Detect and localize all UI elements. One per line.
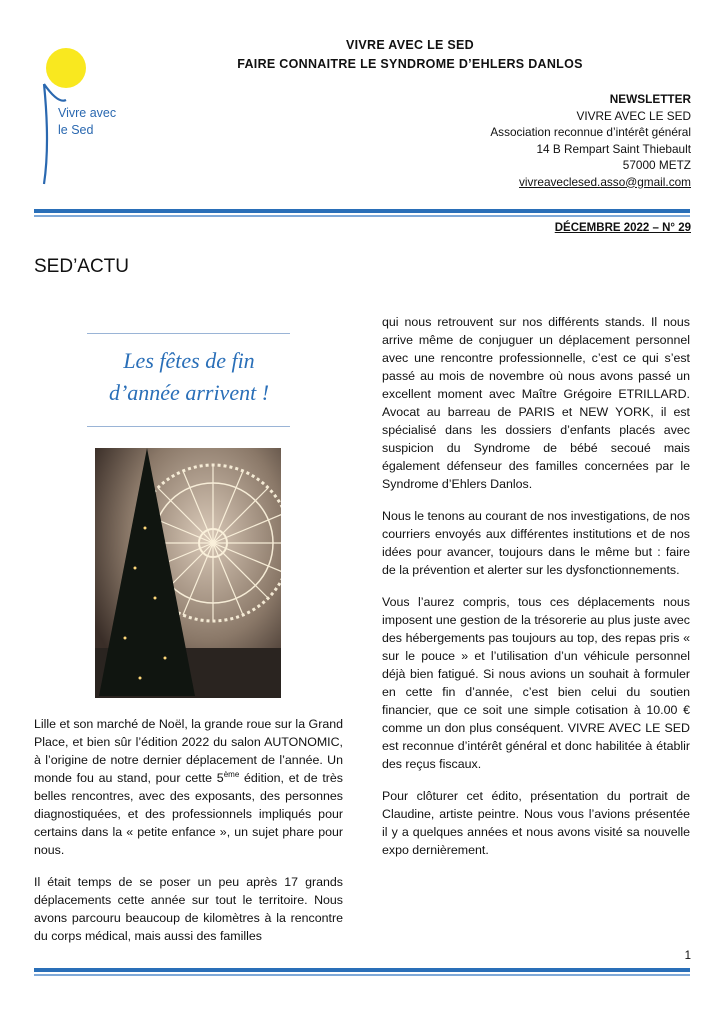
top-divider bbox=[34, 209, 690, 217]
street-address: 14 B Rempart Saint Thiebault bbox=[536, 141, 691, 156]
newsletter-label: NEWSLETTER bbox=[609, 92, 691, 106]
page-number: 1 bbox=[684, 950, 691, 962]
col2-paragraph-3: Vous l’aurez compris, tous ces déplacements nous imposent une gestion de la trésorerie au plus juste avec des hébergements pas toujours au top, des repas pris « sur le pouce » et l’utilisation d’un véhicule personnel déjà bien fatigué. Si nous avions un souhait à formuler en cette fin d’année, c’est bien celui du soutien financier, que ce soit une simple cotisation à 10.00 € comme un don plus conséquent. VIVRE AVEC LE SED est reconnue d’intérêt général et donc habilitée à établir des reçus fiscaux. bbox=[382, 595, 690, 771]
christmas-market-photo bbox=[95, 448, 281, 698]
article-column-2 bbox=[382, 313, 690, 873]
headline bbox=[70, 345, 308, 409]
article-column-1 bbox=[34, 715, 343, 959]
city-address: 57000 METZ bbox=[622, 158, 691, 172]
email-link[interactable]: vivreaveclesed.asso@gmail.com bbox=[519, 174, 691, 189]
logo-line-2: le Sed bbox=[58, 123, 94, 137]
logo-text bbox=[58, 105, 116, 139]
headline-line-1: Les fêtes de fin bbox=[123, 348, 255, 373]
org-status: Association reconnue d’intérêt général bbox=[490, 125, 691, 139]
bottom-divider bbox=[34, 968, 690, 976]
sun-icon bbox=[46, 48, 86, 88]
col2-paragraph-1: qui nous retrouvent sur nos différents stands. Il nous arrive même de conjuguer un déplacement personnel avec une rencontre professionnelle, c’est ce qui s’est passé au mois de novembre où nous avons passé un excellent moment avec Maître Grégoire ETRILLARD. Avocat au barreau de PARIS et NEW YORK, il est spécialisé dans les dossiers d’enfants placés avec suspicion du Syndrome de bébé secoué mais également défenseur des familles concernées par le Syndrome d’Ehlers Danlos. bbox=[382, 315, 690, 491]
col1-paragraph-1: Lille et son marché de Noël, la grande roue sur la Grand Place, et bien sûr l’édition 2022 du salon AUTONOMIC, à l’origine de notre dernier déplacement de l’année. Un monde fou au stand, pour cette 5ème édition, et de très belles rencontres, avec des exposants, des personnes diagnostiquées, et des professionnels impliqués pour certains dans la « petite enfance », un sujet phare pour nous. bbox=[34, 717, 343, 857]
section-title: SED’ACTU bbox=[34, 256, 130, 277]
header-title-2: FAIRE CONNAITRE LE SYNDROME D’EHLERS DANLOS bbox=[237, 57, 583, 71]
col1-paragraph-2: Il était temps de se poser un peu après 17 grands déplacements cette année sur tout le territoire. Nous avons parcouru beaucoup de kilomètres à la rencontre du corps médical, mais aussi des familles bbox=[34, 875, 343, 943]
headline-bottom-rule bbox=[87, 426, 290, 427]
header-title-1: VIVRE AVEC LE SED bbox=[345, 38, 475, 52]
newsletter-address-block bbox=[490, 91, 691, 190]
headline-top-rule bbox=[87, 333, 290, 334]
col2-paragraph-4: Pour clôturer cet édito, présentation du portrait de Claudine, artiste peintre. Nous vous l’avions présentée il y a quelques années et nous avons visité sa nouvelle expo dernièrement. bbox=[382, 789, 690, 857]
headline-line-2: d’année arrivent ! bbox=[108, 380, 270, 405]
issue-date: DÉCEMBRE 2022 – N° 29 bbox=[554, 222, 691, 234]
col2-paragraph-2: Nous le tenons au courant de nos investigations, de nos courriers envoyés aux différentes institutions et de nos idées pour avancer, toujours dans le même but : faire de la prévention et alerter sur les dysfonctionnements. bbox=[382, 509, 690, 577]
org-name: VIVRE AVEC LE SED bbox=[576, 108, 691, 123]
logo-line-1: Vivre avec bbox=[58, 106, 117, 120]
